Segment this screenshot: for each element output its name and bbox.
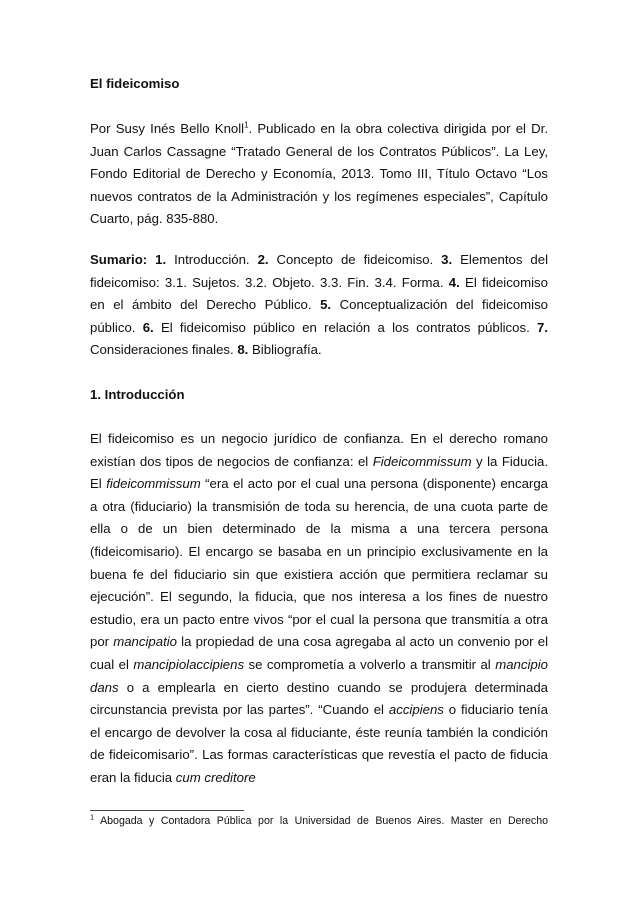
- intro-text: o fiduciario tenía el encargo de devolver la cosa al fiduciante, éste reunía también la condición de fideicomisario”. Las formas características que revestía el pacto de fiducia eran la fiducia: [90, 702, 549, 785]
- summary-item-number: 6.: [142, 319, 154, 335]
- intro-text: o a emplearla en cierto destino cuando se produjera determinada circunstancia prevista por las partes”. “Cuando el: [90, 679, 548, 718]
- summary-item-text: Bibliografía.: [248, 342, 322, 358]
- footnote-separator: [90, 810, 244, 811]
- intro-italic-term: accipiens: [388, 702, 444, 718]
- summary-item-text: El fideicomiso público en relación a los contratos públicos.: [153, 319, 537, 335]
- summary-item-number: 2.: [257, 252, 269, 267]
- summary-item-text: El fideicomiso en el ámbito del Derecho Público.: [90, 274, 548, 313]
- intro-text: se comprometía a volverlo a transmitir al: [244, 656, 496, 672]
- summary-item-text: Elementos del fideicomiso: 3.1. Sujetos. 3.2. Objeto. 3.3. Fin. 3.4. Forma.: [90, 252, 549, 290]
- intro-italic-term: Fideicommissum: [372, 453, 472, 469]
- footnote-number: 1: [90, 812, 95, 822]
- footnote-reference[interactable]: 1: [244, 120, 249, 130]
- summary-item-text: Concepto de fideicomiso.: [268, 252, 442, 267]
- footnote: [90, 813, 548, 829]
- intro-italic-term: mancipatio: [113, 634, 177, 650]
- intro-paragraph: [90, 428, 548, 790]
- author-lead: Por Susy Inés Bello Knoll: [90, 121, 245, 136]
- intro-italic-term: mancipiolaccipiens: [133, 656, 245, 672]
- summary-item-number: 1.: [155, 252, 167, 267]
- summary-item-text: Introducción.: [166, 252, 258, 267]
- document-title: El fideicomiso: [90, 76, 180, 91]
- author-paragraph: [90, 118, 548, 231]
- summary-item-text: Conceptualización del fideicomiso público.: [90, 297, 549, 335]
- summary-label: Sumario:: [90, 252, 148, 267]
- intro-italic-term: cum creditore: [175, 769, 256, 785]
- intro-text: “era el acto por el cual una persona (disponente) encarga a otra (fiduciario) la transmisión de toda su herencia, de una cuota parte de ella o de un bien determinado de la misma a una tercera persona (fideicomisario). El encargo se basaba en un principio exclusivamente en la buena fe del fiduciario sin que existiera acción que permitiera reclamar su ejecución”. El segundo, la fiducia, que nos interesa a los fines de nuestro estudio, era un pacto entre vivos “por el cual la persona que transmitía a otra por: [90, 476, 548, 650]
- summary-item-number: 5.: [320, 297, 332, 313]
- footnote-text: Abogada y Contadora Pública por la Universidad de Buenos Aires. Master en Derecho: [94, 815, 548, 827]
- intro-text: y la Fiducia. El: [90, 453, 548, 492]
- summary-paragraph: [90, 249, 548, 362]
- intro-italic-term: mancipio dans: [90, 656, 548, 695]
- summary-item-text: Consideraciones finales.: [90, 342, 238, 358]
- summary-item-number: 8.: [237, 342, 249, 358]
- section-heading-introduccion: 1. Introducción: [90, 387, 185, 402]
- summary-item-number: 7.: [536, 319, 548, 335]
- intro-text: El fideicomiso es un negocio jurídico de confianza. En el derecho romano existían dos tipos de negocios de confianza: el: [90, 431, 548, 469]
- intro-italic-term: fideicommissum: [106, 476, 201, 492]
- publication-info: . Publicado en la obra colectiva dirigida por el Dr. Juan Carlos Cassagne “Tratado General de los Contratos Públicos”. La Ley, Fondo Editorial de Derecho y Economía, 2013. Tomo III, Título Octavo “Los nuevos contratos de la Administración y los regímenes especiales”, Capítulo Cuarto, pág. 835-880.: [90, 121, 548, 227]
- summary-item-number: 3.: [441, 252, 453, 267]
- intro-text: la propiedad de una cosa agregaba al acto un convenio por el cual el: [90, 634, 548, 672]
- summary-item-number: 4.: [448, 274, 460, 290]
